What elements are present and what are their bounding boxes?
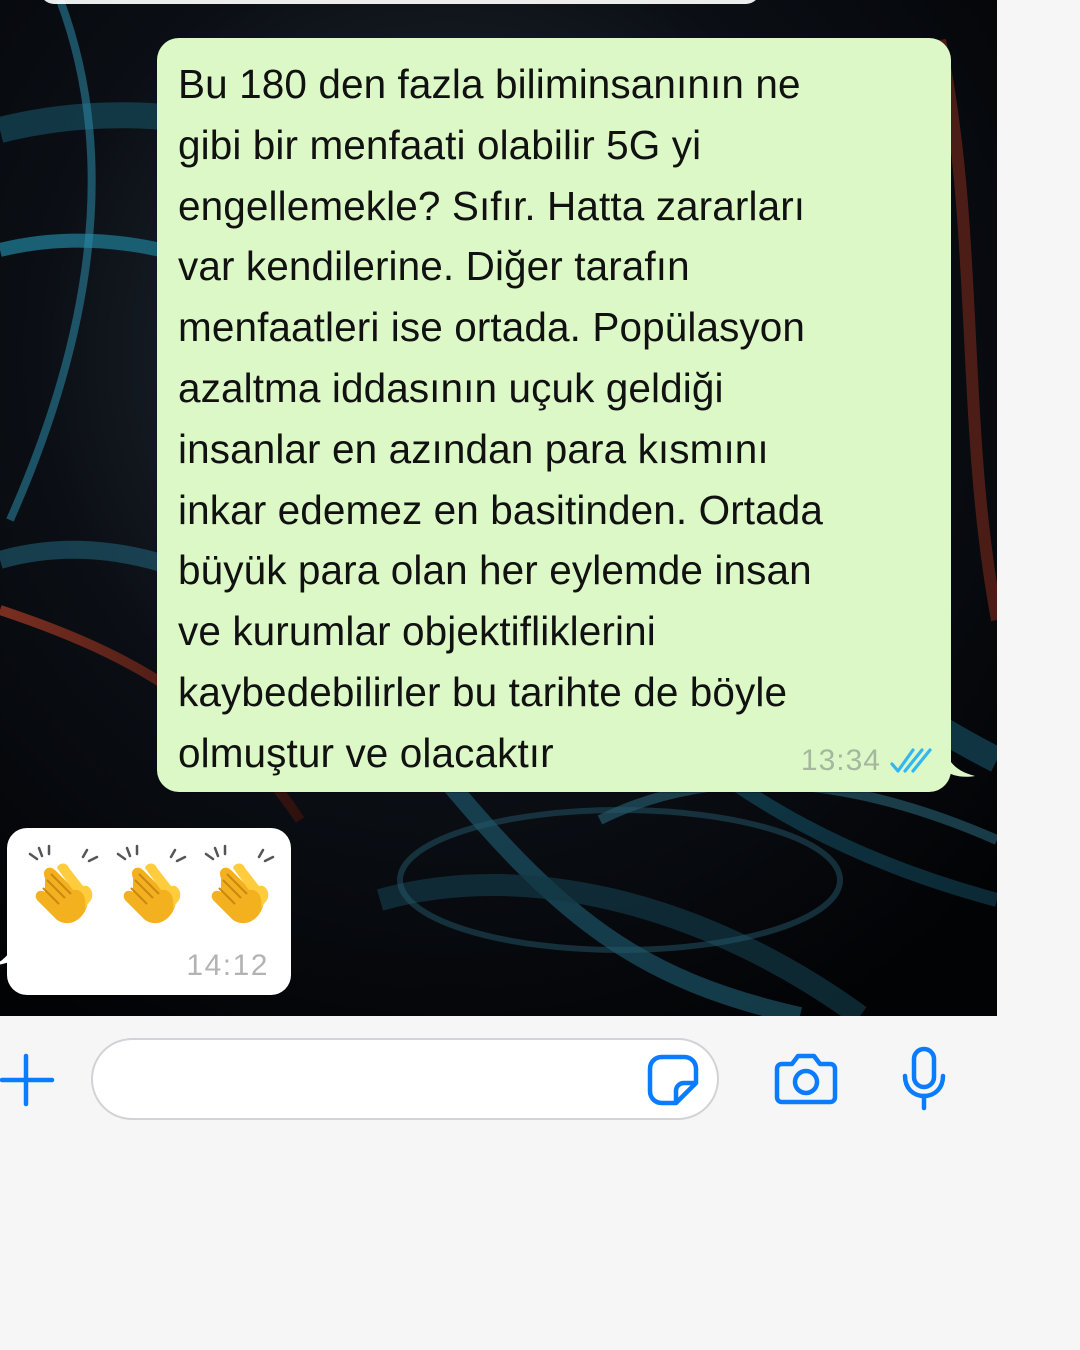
incoming-message-bubble[interactable] (7, 828, 291, 995)
bubble-tail (945, 750, 975, 778)
sticker-icon[interactable] (646, 1053, 700, 1107)
clapping-hands-icon (201, 844, 279, 928)
camera-icon[interactable] (774, 1050, 838, 1106)
message-text: Bu 180 den fazla biliminsanının ne gibi bir menfaati olabilir 5G yi engellemekle? Sıfır. Hatta zararları var kendilerine. Diğer tarafın menfaatleri ise ortada. Popülasyon azaltma iddasının uçuk geldiği insanlar en azından para kısmını inkar edemez en basitinden. Ortada büyük para olan her eylemde insan ve kurumlar objektifliklerini kaybedebilirler bu tarihte de böyle olmuştur ve olacaktır (178, 61, 824, 776)
clapping-hands-icon (113, 844, 191, 928)
plus-icon[interactable] (0, 1052, 56, 1108)
previous-message-edge (40, 0, 760, 4)
message-time: 13:34 (800, 744, 881, 777)
microphone-icon[interactable] (900, 1046, 948, 1112)
double-check-icon (889, 747, 933, 775)
message-meta (801, 744, 933, 778)
message-input[interactable] (91, 1038, 719, 1120)
bubble-tail (0, 945, 13, 965)
message-time: 14:12 (186, 949, 269, 982)
emoji-row (25, 844, 279, 928)
clapping-hands-icon (25, 844, 103, 928)
outgoing-message-bubble[interactable] (157, 38, 951, 792)
